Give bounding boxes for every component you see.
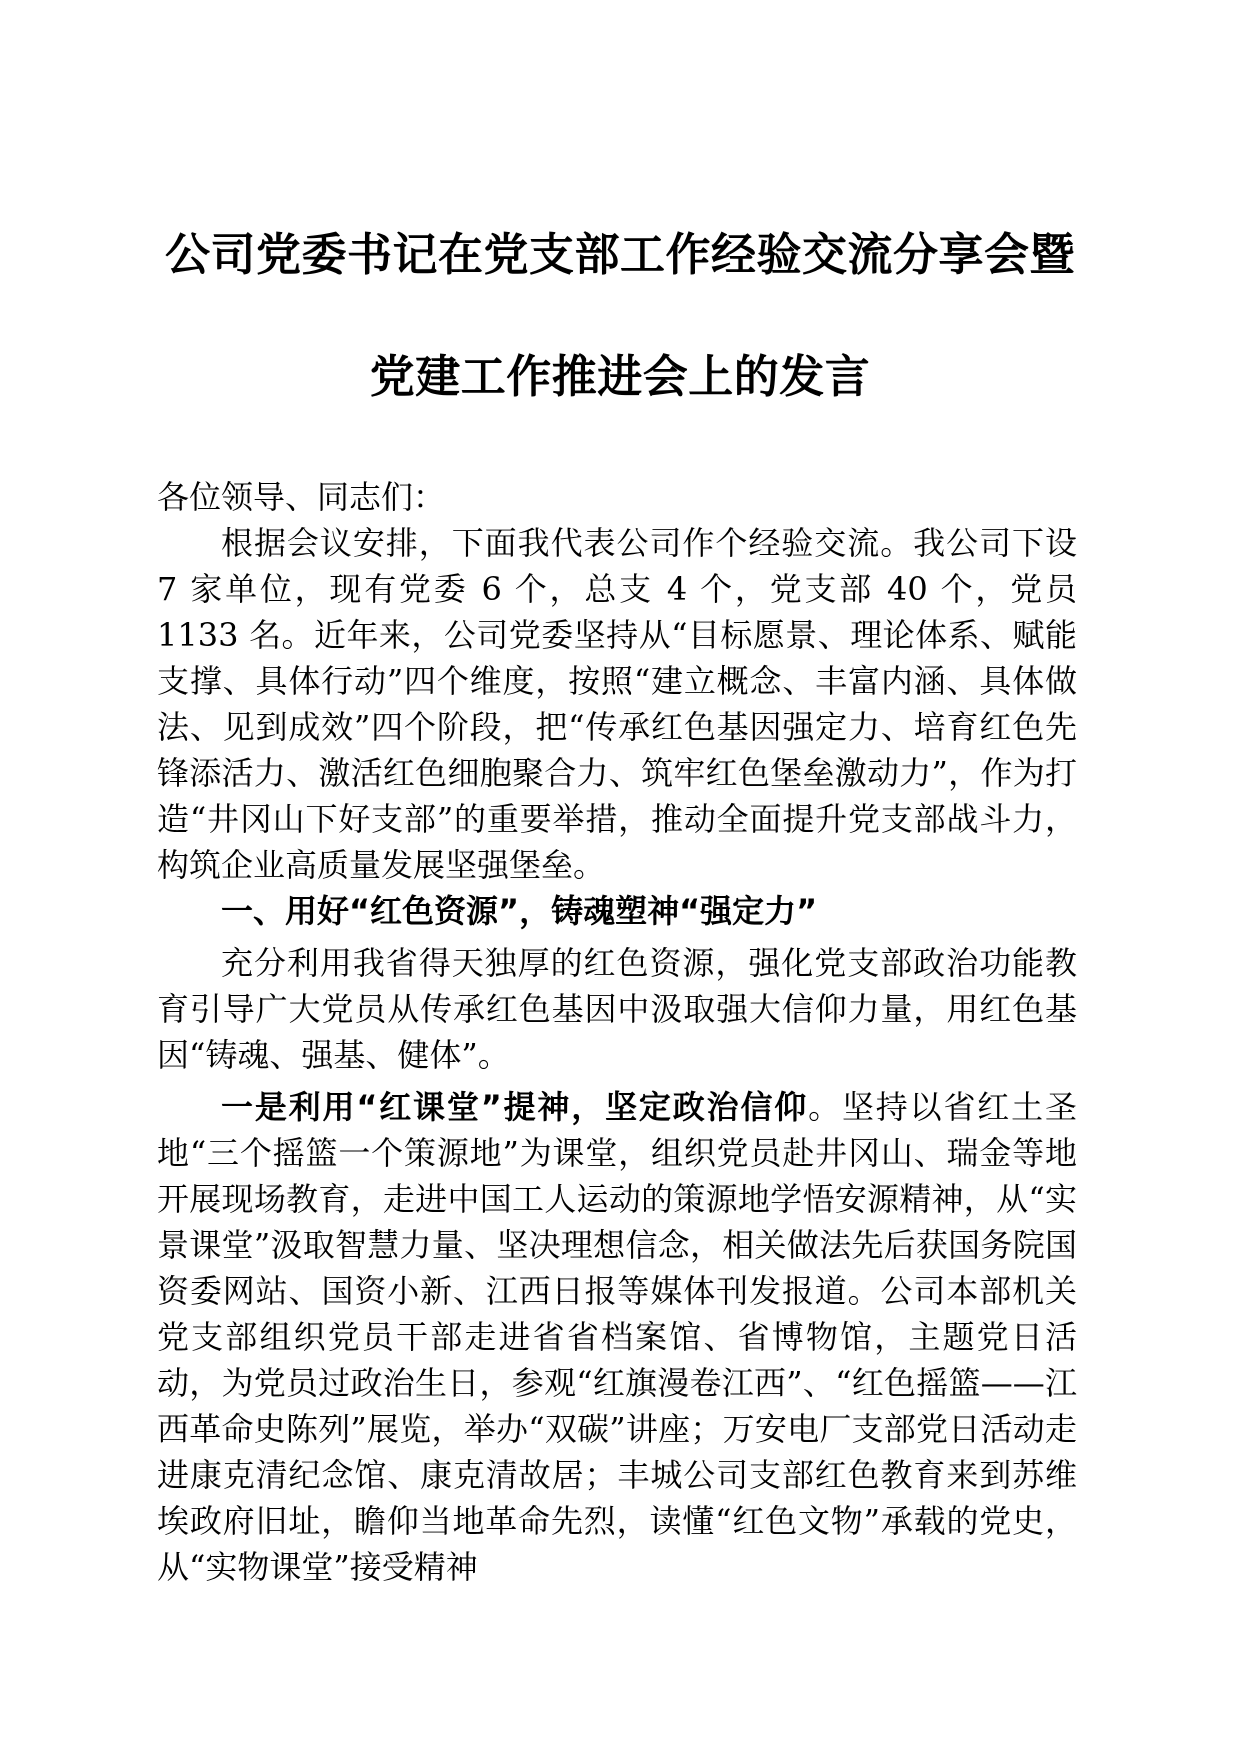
paragraph-lead-text: 一是利用“红课堂”提神，坚定政治信仰 <box>221 1088 809 1126</box>
paragraph-body-text: 。坚持以省红土圣地“三个摇篮一个策源地”为课堂，组织党员赴井冈山、瑞金等地开展现场教育，走进中国工人运动的策源地学悟安源精神，从“实景课堂”汲取智慧力量、坚决理想信念，相关做法先后获国务院国资委网站、国资小新、江西日报等媒体刊发报道。公司本部机关党支部组织党员干部走进省省档案馆、省博物馆，主题党日活动，为党员过政治生日，参观“红旗漫卷江西”、“红色摇篮——江西革命史陈列”展览，举办“双碳”讲座；万安电厂支部党日活动走进康克清纪念馆、康克清故居；丰城公司支部红色教育来到苏维埃政府旧址，瞻仰当地革命先烈，读懂“红色文物”承载的党史，从“实物课堂”接受精神 <box>157 1088 1077 1586</box>
paragraph-section-1: 充分利用我省得天独厚的红色资源，强化党支部政治功能教育引导广大党员从传承红色基因中汲取强大信仰力量，用红色基因“铸魂、强基、健体”。 <box>157 944 1077 1074</box>
paragraph-point-1 <box>157 1084 1077 1590</box>
paragraph-intro: 根据会议安排，下面我代表公司作个经验交流。我公司下设 7 家单位，现有党委 6 个，总支 4 个，党支部 40 个，党员 1133 名。近年来，公司党委坚持从“目标愿景、理论体系、赋能支撑、具体行动”四个维度，按照“建立概念、丰富内涵、具体做法、见到成效”四个阶段，把“传承红色基因强定力、培育红色先锋添活力、激活红色细胞聚合力、筑牢红色堡垒激动力”，作为打造“井冈山下好支部”的重要举措，推动全面提升党支部战斗力，构筑企业高质量发展坚强堡垒。 <box>157 524 1077 884</box>
document-title-line-2: 党建工作推进会上的发言 <box>369 350 871 403</box>
document-body <box>157 474 1077 1590</box>
document-title-line-1: 公司党委书记在党支部工作经验交流分享会暨 <box>164 228 1075 281</box>
salutation: 各位领导、同志们： <box>157 478 446 516</box>
section-heading-1: 一、用好“红色资源”，铸魂塑神“强定力” <box>221 892 818 930</box>
